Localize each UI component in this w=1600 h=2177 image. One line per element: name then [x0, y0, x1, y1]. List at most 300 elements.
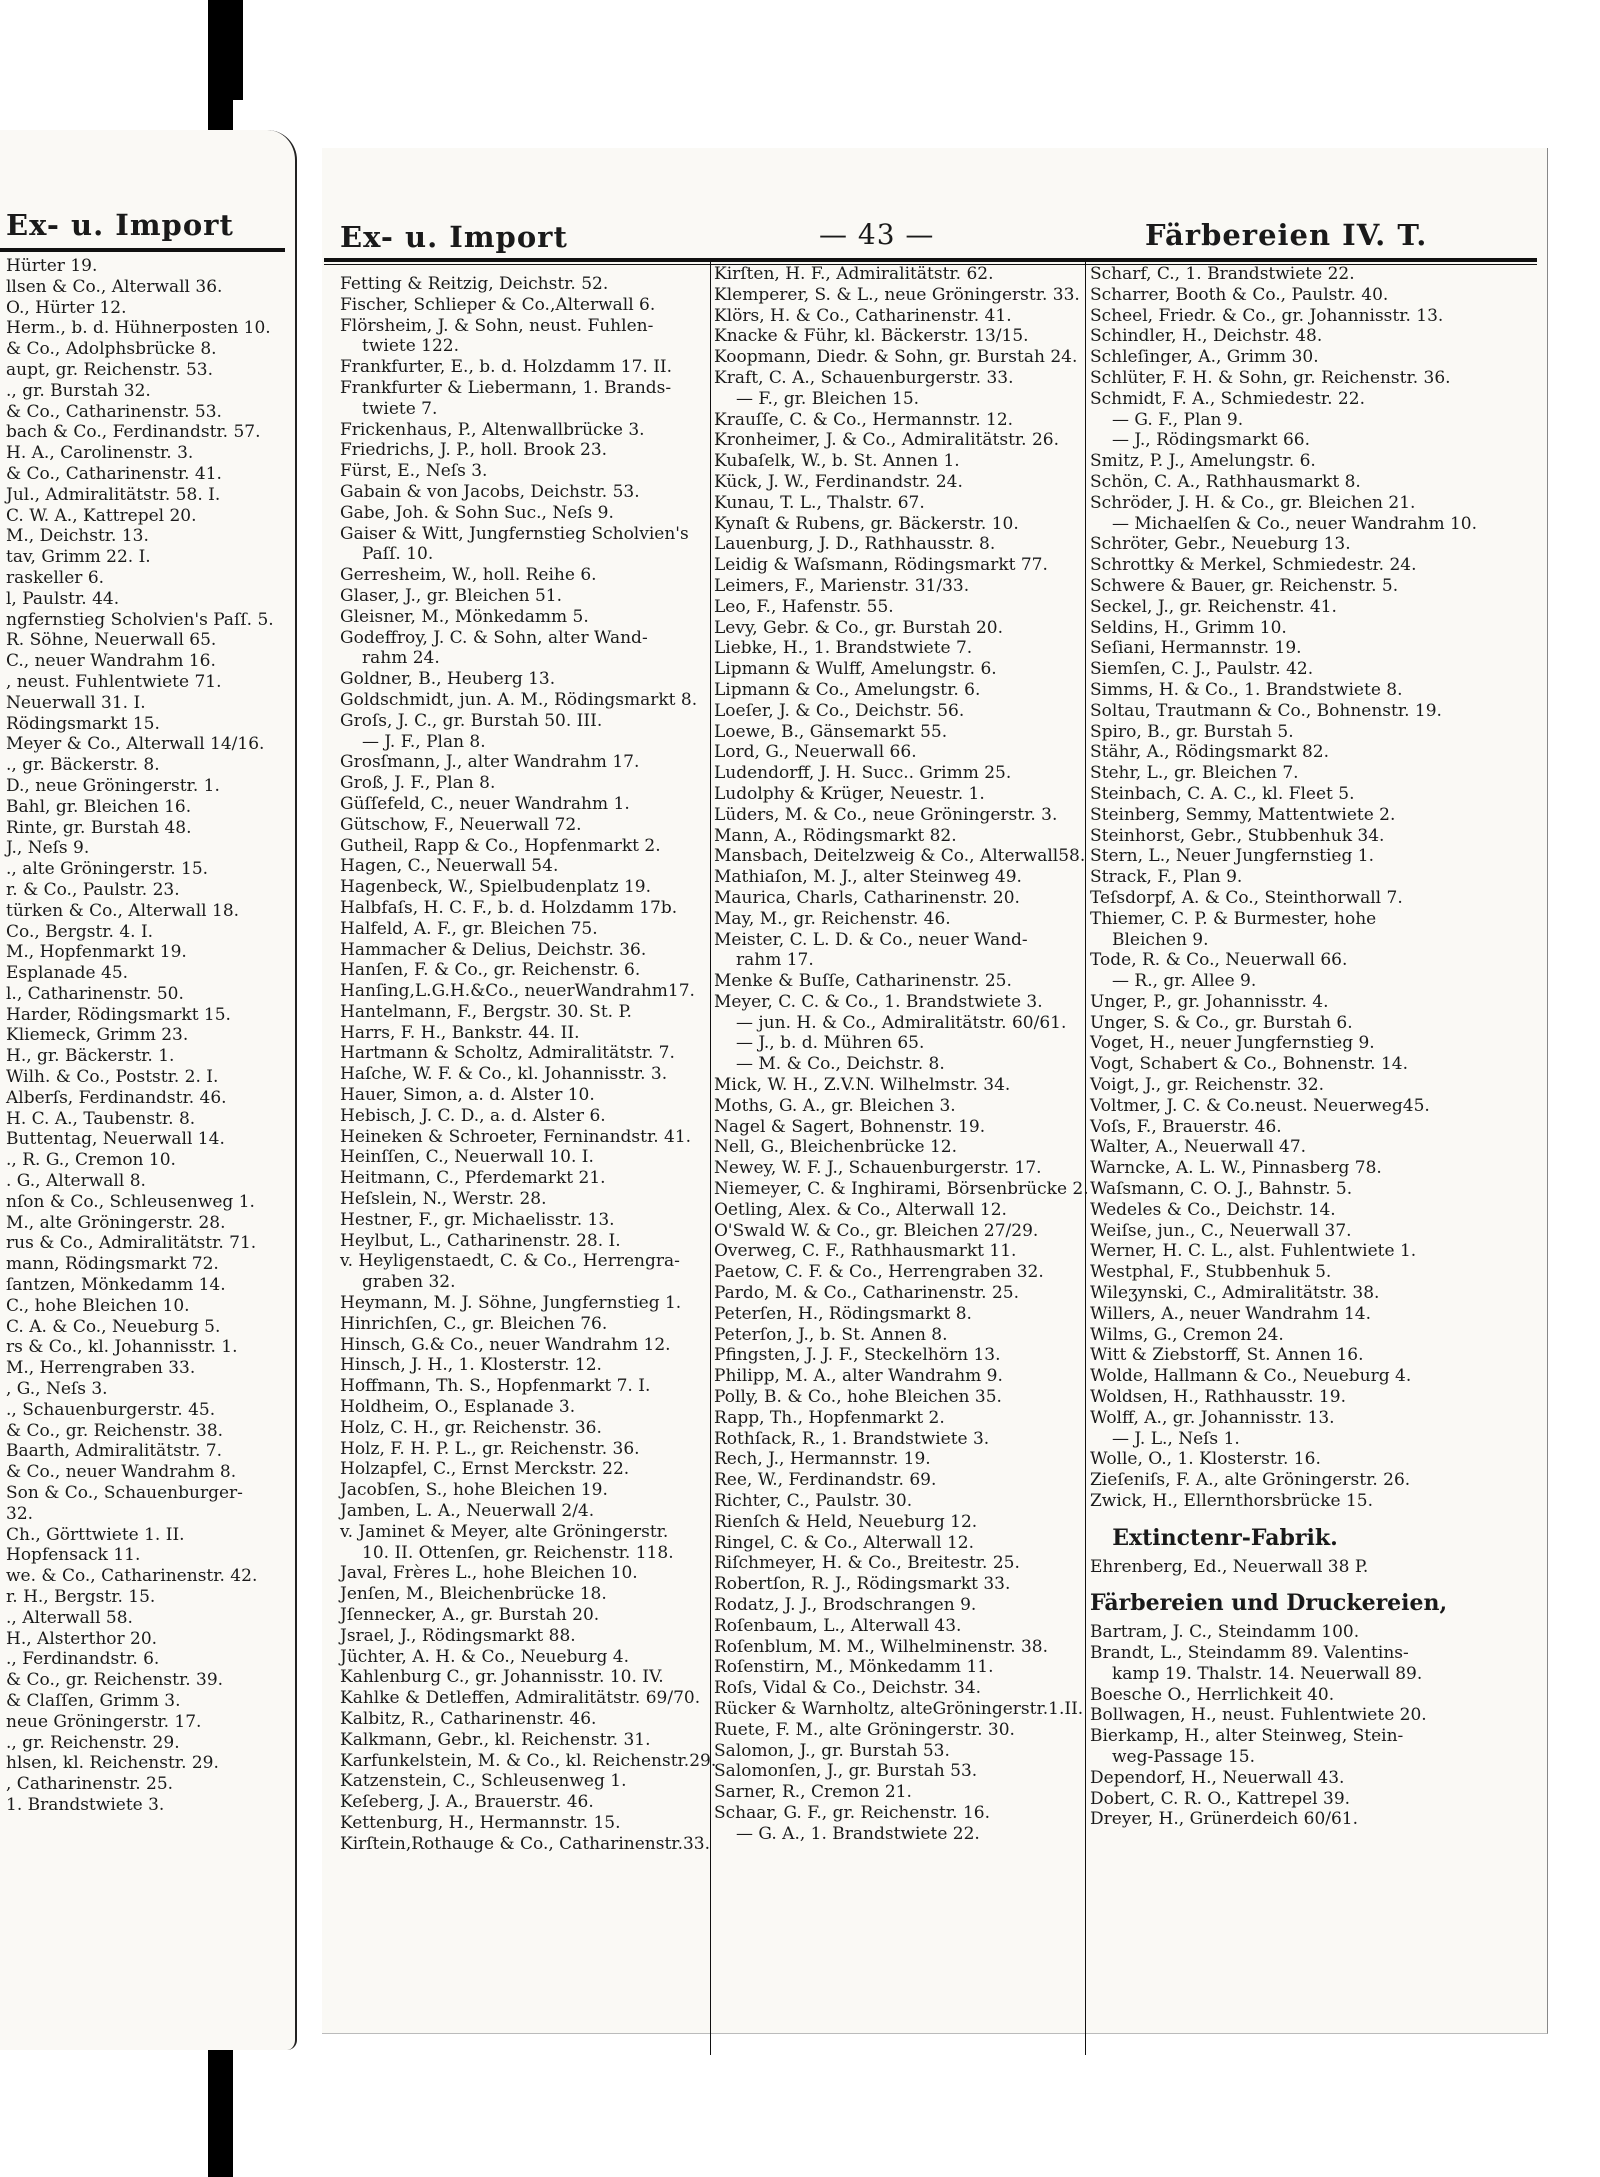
directory-entry: — J., Rödingsmarkt 66. [1112, 430, 1310, 451]
directory-entry: Robertſon, R. J., Rödingsmarkt 33. [714, 1574, 1011, 1595]
directory-entry: kamp 19. Thalstr. 14. Neuerwall 89. [1112, 1663, 1423, 1684]
directory-entry: Unger, S. & Co., gr. Burstah 6. [1090, 1012, 1353, 1033]
directory-entry: Kraft, C. A., Schauenburgerstr. 33. [714, 367, 1014, 388]
directory-entry: Roſenblum, M. M., Wilhelminenstr. 38. [714, 1636, 1049, 1657]
directory-entry: Hammacher & Delius, Deichstr. 36. [340, 939, 647, 960]
directory-entry: , Catharinenstr. 25. [6, 1774, 174, 1795]
directory-entry: Alberſs, Ferdinandstr. 46. [6, 1087, 227, 1108]
directory-entry: Kronheimer, J. & Co., Admiralitätstr. 26. [714, 430, 1060, 451]
directory-entry: Liebke, H., 1. Brandstwiete 7. [714, 638, 973, 659]
directory-entry: Zieſeniſs, F. A., alte Gröningerstr. 26. [1090, 1470, 1411, 1491]
directory-entry: weg-Passage 15. [1112, 1746, 1256, 1767]
directory-entry: tav, Grimm 22. I. [6, 547, 151, 568]
directory-entry: Goldschmidt, jun. A. M., Rödingsmarkt 8. [340, 689, 698, 710]
directory-entry: Groſs, J. C., gr. Burstah 50. III. [340, 710, 603, 731]
directory-entry: Keſeberg, J. A., Brauerstr. 46. [340, 1792, 594, 1813]
directory-entry: Woldsen, H., Rathhausstr. 19. [1090, 1387, 1346, 1408]
directory-entry: Stähr, A., Rödingsmarkt 82. [1090, 742, 1329, 763]
directory-entry: — J. L., Neſs 1. [1112, 1428, 1240, 1449]
directory-entry: & Co., Catharinenstr. 41. [6, 463, 222, 484]
directory-entry: Gabain & von Jacobs, Deichstr. 53. [340, 481, 640, 502]
directory-entry: Weiſse, jun., C., Neuerwall 37. [1090, 1220, 1352, 1241]
directory-entry: Friedrichs, J. P., holl. Brook 23. [340, 440, 608, 461]
directory-entry: Spiro, B., gr. Burstah 5. [1090, 721, 1294, 742]
directory-entry: Rothſack, R., 1. Brandstwiete 3. [714, 1428, 990, 1449]
column-2 [714, 264, 1089, 1845]
directory-entry: Heſslein, N., Werstr. 28. [340, 1189, 547, 1210]
directory-entry: Boesche O., Herrlichkeit 40. [1090, 1684, 1335, 1705]
directory-entry: Schaar, G. F., gr. Reichenstr. 16. [714, 1802, 990, 1823]
directory-entry: Schrottky & Merkel, Schmiedestr. 24. [1090, 555, 1417, 576]
directory-entry: Bartram, J. C., Steindamm 100. [1090, 1622, 1360, 1643]
directory-entry: Meyer, C. C. & Co., 1. Brandstwiete 3. [714, 991, 1043, 1012]
directory-entry: Seſiani, Hermannstr. 19. [1090, 638, 1302, 659]
directory-entry: Gütschow, F., Neuerwall 72. [340, 814, 582, 835]
directory-entry: Schlüter, F. H. & Sohn, gr. Reichenstr. 36. [1090, 367, 1451, 388]
directory-entry: Tode, R. & Co., Neuerwall 66. [1090, 950, 1348, 971]
directory-entry: Ehrenberg, Ed., Neuerwall 38 P. [1090, 1556, 1369, 1577]
directory-entry: Polly, B. & Co., hohe Bleichen 35. [714, 1387, 1002, 1408]
directory-entry: Philipp, M. A., alter Wandrahm 9. [714, 1366, 1003, 1387]
directory-entry: & Co., Catharinenstr. 53. [6, 401, 222, 422]
section-title-dye: Färbereien und Druckereien, [1090, 1590, 1448, 1617]
directory-entry: Ree, W., Ferdinandstr. 69. [714, 1470, 937, 1491]
directory-entry: Herm., b. d. Hühnerposten 10. [6, 318, 271, 339]
directory-entry: Scharrer, Booth & Co., Paulstr. 40. [1090, 284, 1389, 305]
directory-entry: Peterſon, J., b. St. Annen 8. [714, 1324, 948, 1345]
directory-entry: Unger, P., gr. Johannisstr. 4. [1090, 991, 1329, 1012]
directory-entry: Fürst, E., Neſs 3. [340, 461, 488, 482]
directory-entry: ., R. G., Cremon 10. [6, 1150, 176, 1171]
directory-entry: Rücker & Warnholtz, alteGröningerstr.1.II. [714, 1698, 1084, 1719]
directory-entry: Lipmann & Wulff, Amelungstr. 6. [714, 659, 997, 680]
directory-entry: Lauenburg, J. D., Rathhausstr. 8. [714, 534, 996, 555]
directory-entry: . G., Alterwall 8. [6, 1171, 146, 1192]
directory-entry: Mathiaſon, M. J., alter Steinweg 49. [714, 867, 1022, 888]
directory-entry: M., Hopfenmarkt 19. [6, 942, 187, 963]
directory-entry: Voltmer, J. C. & Co.neust. Neuerweg45. [1090, 1095, 1430, 1116]
directory-entry: Kliemeck, Grimm 23. [6, 1025, 189, 1046]
directory-entry: rus & Co., Admiralitätstr. 71. [6, 1233, 257, 1254]
directory-entry: — J., b. d. Mühren 65. [736, 1033, 925, 1054]
directory-entry: Kück, J. W., Ferdinandstr. 24. [714, 471, 963, 492]
directory-entry: Holzapfel, C., Ernst Merckstr. 22. [340, 1459, 630, 1480]
column-3 [1090, 264, 1478, 1830]
directory-entry: Mick, W. H., Z.V.N. Wilhelmstr. 34. [714, 1075, 1011, 1096]
directory-entry: Hestner, F., gr. Michaelisstr. 13. [340, 1209, 615, 1230]
directory-entry: Wilms, G., Cremon 24. [1090, 1324, 1284, 1345]
directory-entry: l, Paulstr. 44. [6, 588, 120, 609]
directory-entry: Vogt, Schabert & Co., Bohnenstr. 14. [1090, 1054, 1409, 1075]
directory-entry: Rapp, Th., Hopfenmarkt 2. [714, 1407, 945, 1428]
directory-entry: Karfunkelstein, M. & Co., kl. Reichenstr.29. [340, 1750, 717, 1771]
directory-entry: Kalbitz, R., Catharinenstr. 46. [340, 1708, 597, 1729]
directory-entry: mann, Rödingsmarkt 72. [6, 1254, 219, 1275]
directory-entry: Ringel, C. & Co., Alterwall 12. [714, 1532, 975, 1553]
directory-entry: ., gr. Bäckerstr. 8. [6, 755, 160, 776]
directory-entry: graben 32. [362, 1272, 456, 1293]
directory-entry: Hanſing,L.G.H.&Co., neuerWandrahm17. [340, 981, 695, 1002]
directory-entry: — Michaelſen & Co., neuer Wandrahm 10. [1112, 513, 1478, 534]
directory-entry: — M. & Co., Deichstr. 8. [736, 1054, 945, 1075]
directory-entry: Niemeyer, C. & Inghirami, Börsenbrücke 2. [714, 1179, 1089, 1200]
directory-entry: Rödingsmarkt 15. [6, 713, 160, 734]
directory-entry: H. A., Carolinenstr. 3. [6, 443, 194, 464]
directory-entry: Rech, J., Hermannstr. 19. [714, 1449, 931, 1470]
directory-entry: R. Söhne, Neuerwall 65. [6, 630, 217, 651]
directory-entry: Steinberg, Semmy, Mattentwiete 2. [1090, 804, 1396, 825]
directory-entry: Gerresheim, W., holl. Reihe 6. [340, 565, 597, 586]
directory-entry: Heylbut, L., Catharinenstr. 28. I. [340, 1230, 621, 1251]
directory-entry: Fetting & Reitzig, Deichstr. 52. [340, 274, 609, 294]
directory-entry: Kynaſt & Rubens, gr. Bäckerstr. 10. [714, 513, 1019, 534]
directory-entry: twiete 122. [362, 336, 460, 357]
directory-entry: Peterſen, H., Rödingsmarkt 8. [714, 1303, 972, 1324]
directory-entry: — G. A., 1. Brandstwiete 22. [736, 1823, 980, 1844]
directory-entry: Dreyer, H., Grünerdeich 60/61. [1090, 1809, 1359, 1830]
directory-entry: Stehr, L., gr. Bleichen 7. [1090, 763, 1299, 784]
directory-entry: Waſsmann, C. O. J., Bahnstr. 5. [1090, 1179, 1353, 1200]
page-header-right: Färbereien IV. T. [1145, 218, 1428, 252]
directory-entry: Flörsheim, J. & Sohn, neust. Fuhlen- [340, 315, 654, 336]
page-header-left: Ex- u. Import [340, 220, 568, 254]
directory-entry: Oetling, Alex. & Co., Alterwall 12. [714, 1199, 1007, 1220]
directory-entry: Jacobſen, S., hohe Bleichen 19. [340, 1480, 608, 1501]
directory-entry: raskeller 6. [6, 567, 105, 588]
directory-entry: twiete 7. [362, 398, 438, 419]
directory-entry: — J. F., Plan 8. [362, 731, 486, 752]
directory-entry: Harder, Rödingsmarkt 15. [6, 1004, 231, 1025]
directory-entry: O., Hürter 12. [6, 297, 127, 318]
directory-entry: r. H., Bergstr. 15. [6, 1587, 156, 1607]
directory-entry: v. Heyligenstaedt, C. & Co., Herrengra- [340, 1251, 680, 1272]
directory-entry: Kunau, T. L., Thalstr. 67. [714, 492, 925, 513]
directory-entry: Loewe, B., Gänsemarkt 55. [714, 721, 948, 742]
directory-entry: Schön, C. A., Rathhausmarkt 8. [1090, 471, 1361, 492]
directory-entry: O'Swald W. & Co., gr. Bleichen 27/29. [714, 1220, 1039, 1241]
directory-entry: — jun. H. & Co., Admiralitätstr. 60/61. [736, 1012, 1067, 1033]
directory-entry: Wileʒynski, C., Admiralitätstr. 38. [1090, 1283, 1380, 1304]
directory-entry: Lord, G., Neuerwall 66. [714, 742, 917, 763]
directory-entry: Loeſer, J. & Co., Deichstr. 56. [714, 700, 965, 721]
directory-entry: Dependorf, H., Neuerwall 43. [1090, 1767, 1345, 1788]
directory-entry: Holz, C. H., gr. Reichenstr. 36. [340, 1417, 602, 1438]
directory-entry: Hürter 19. [6, 256, 98, 276]
directory-entry: & Co., neuer Wandrahm 8. [6, 1462, 237, 1483]
directory-entry: Baarth, Admiralitätstr. 7. [6, 1441, 222, 1462]
directory-entry: v. Jaminet & Meyer, alte Gröningerstr. [340, 1521, 669, 1542]
directory-entry: Richter, C., Paulstr. 30. [714, 1491, 913, 1512]
directory-entry: Roſenstirn, M., Mönkedamm 11. [714, 1657, 994, 1678]
directory-entry: Knacke & Führ, kl. Bäckerstr. 13/15. [714, 326, 1029, 347]
directory-entry: Salomonſen, J., gr. Burstah 53. [714, 1761, 978, 1782]
directory-entry: C., neuer Wandrahm 16. [6, 651, 216, 672]
directory-entry: Jenſen, M., Bleichenbrücke 18. [340, 1584, 607, 1605]
directory-entry: Kahlenburg C., gr. Johannisstr. 10. IV. [340, 1667, 664, 1688]
directory-entry: Walter, A., Neuerwall 47. [1090, 1137, 1307, 1158]
directory-entry: Klemperer, S. & L., neue Gröningerstr. 33. [714, 284, 1080, 305]
directory-entry: Mann, A., Rödingsmarkt 82. [714, 825, 957, 846]
left-page [0, 130, 297, 2050]
directory-entry: Glaser, J., gr. Bleichen 51. [340, 585, 563, 606]
directory-entry: Hanſen, F. & Co., gr. Reichenstr. 6. [340, 960, 641, 981]
directory-entry: Schröter, Gebr., Neueburg 13. [1090, 534, 1351, 555]
directory-entry: neue Gröningerstr. 17. [6, 1711, 202, 1732]
directory-entry: Ludendorff, J. H. Succ.. Grimm 25. [714, 763, 1012, 784]
directory-entry: Hopfensack 11. [6, 1545, 141, 1566]
directory-entry: Nagel & Sagert, Bohnenstr. 19. [714, 1116, 986, 1137]
directory-entry: we. & Co., Catharinenstr. 42. [6, 1566, 258, 1587]
directory-entry: Halbfaſs, H. C. F., b. d. Holzdamm 17b. [340, 897, 678, 918]
directory-entry: ſantzen, Mönkedamm 14. [6, 1275, 226, 1296]
directory-entry: Schröder, J. H. & Co., gr. Bleichen 21. [1090, 492, 1416, 513]
directory-entry: Voigt, J., gr. Reichenstr. 32. [1090, 1075, 1324, 1096]
column-3-entries [1090, 264, 1478, 1512]
directory-entry: Wolff, A., gr. Johannisstr. 13. [1090, 1407, 1335, 1428]
directory-entry: Zwick, H., Ellernthorsbrücke 15. [1090, 1491, 1374, 1512]
directory-entry: Rinte, gr. Burstah 48. [6, 817, 192, 838]
directory-entry: ., gr. Reichenstr. 29. [6, 1732, 180, 1753]
directory-entry: Bollwagen, H., neust. Fuhlentwiete 20. [1090, 1705, 1427, 1726]
directory-entry: Schmidt, F. A., Schmiedestr. 22. [1090, 388, 1365, 409]
directory-entry: Voſs, F., Brauerstr. 46. [1090, 1116, 1282, 1137]
directory-entry: Menke & Buſſe, Catharinenstr. 25. [714, 971, 1012, 992]
directory-entry: Leo, F., Hafenstr. 55. [714, 596, 894, 617]
left-page-header: Ex- u. Import [6, 208, 234, 242]
directory-entry: Steinbach, C. A. C., kl. Fleet 5. [1090, 783, 1355, 804]
scan-binding-shadow-top [208, 0, 243, 100]
directory-entry: Heinſſen, C., Neuerwall 10. I. [340, 1147, 594, 1168]
directory-entry: Voget, H., neuer Jungfernstieg 9. [1090, 1033, 1375, 1054]
directory-entry: Goldner, B., Heuberg 13. [340, 669, 556, 690]
directory-entry: ., Alterwall 58. [6, 1607, 133, 1628]
directory-entry: Groß, J. F., Plan 8. [340, 773, 496, 794]
directory-entry: Hauer, Simon, a. d. Alster 10. [340, 1085, 595, 1106]
section-title-extinct: Extinctenr-Fabrik. [1112, 1524, 1338, 1551]
directory-entry: Nell, G., Bleichenbrücke 12. [714, 1137, 957, 1158]
right-page [322, 148, 1548, 2034]
directory-entry: Strack, F., Plan 9. [1090, 867, 1243, 888]
directory-entry: May, M., gr. Reichenstr. 46. [714, 908, 951, 929]
directory-entry: Soltau, Trautmann & Co., Bohnenstr. 19. [1090, 700, 1442, 721]
directory-entry: Pardo, M. & Co., Catharinenstr. 25. [714, 1283, 1020, 1304]
directory-entry: Sarner, R., Cremon 21. [714, 1782, 912, 1803]
directory-entry: Halfeld, A. F., gr. Bleichen 75. [340, 918, 598, 939]
directory-entry: Schindler, H., Deichstr. 48. [1090, 326, 1323, 347]
directory-entry: & Co., Adolphsbrücke 8. [6, 339, 217, 360]
directory-entry: Westphal, F., Stubbenhuk 5. [1090, 1262, 1332, 1283]
directory-entry: Rienſch & Held, Neueburg 12. [714, 1511, 978, 1532]
directory-entry: rahm 24. [362, 648, 440, 669]
directory-entry: Frickenhaus, P., Altenwallbrücke 3. [340, 419, 645, 440]
directory-entry: Jamben, L. A., Neuerwall 2/4. [340, 1501, 595, 1522]
directory-entry: Dobert, C. R. O., Kattrepel 39. [1090, 1788, 1351, 1809]
directory-entry: Katzenstein, C., Schleusenweg 1. [340, 1771, 627, 1792]
directory-entry: , neust. Fuhlentwiete 71. [6, 671, 222, 692]
directory-entry: M., Deichstr. 13. [6, 526, 149, 547]
directory-entry: Steinhorst, Gebr., Stubbenhuk 34. [1090, 825, 1385, 846]
directory-entry: Koopmann, Diedr. & Sohn, gr. Burstah 24. [714, 347, 1078, 368]
directory-entry: Neuerwall 31. I. [6, 692, 146, 713]
directory-entry: Heitmann, C., Pferdemarkt 21. [340, 1168, 606, 1189]
directory-entry: Scharf, C., 1. Brandstwiete 22. [1090, 264, 1355, 284]
directory-entry: Buttentag, Neuerwall 14. [6, 1129, 225, 1150]
directory-entry: Thiemer, C. P. & Burmester, hohe [1090, 908, 1377, 929]
directory-entry: Co., Bergstr. 4. I. [6, 921, 154, 942]
directory-entry: Hoffmann, Th. S., Hopfenmarkt 7. I. [340, 1376, 651, 1397]
directory-entry: l., Catharinenstr. 50. [6, 983, 184, 1004]
directory-entry: Frankfurter, E., b. d. Holzdamm 17. II. [340, 357, 673, 378]
directory-entry: llsen & Co., Alterwall 36. [6, 276, 223, 297]
directory-entry: Simms, H. & Co., 1. Brandstwiete 8. [1090, 679, 1403, 700]
directory-entry: Ch., Görttwiete 1. II. [6, 1524, 185, 1545]
directory-entry: Fischer, Schlieper & Co.,Alterwall 6. [340, 294, 656, 315]
directory-entry: Holdheim, O., Esplanade 3. [340, 1397, 576, 1418]
directory-entry: aupt, gr. Reichenstr. 53. [6, 359, 213, 380]
directory-entry: D., neue Gröningerstr. 1. [6, 775, 220, 796]
left-header-rule [0, 248, 285, 252]
directory-entry: H., gr. Bäckerstr. 1. [6, 1046, 175, 1067]
directory-entry: Kubaſelk, W., b. St. Annen 1. [714, 451, 960, 472]
directory-entry: Wilh. & Co., Poststr. 2. I. [6, 1067, 219, 1088]
directory-entry: Godeffroy, J. C. & Sohn, alter Wand- [340, 627, 648, 648]
directory-entry: — F., gr. Bleichen 15. [736, 388, 920, 409]
directory-entry: Schwere & Bauer, gr. Reichenstr. 5. [1090, 575, 1399, 596]
directory-entry: H., Alsterthor 20. [6, 1628, 158, 1649]
directory-entry: Wedeles & Co., Deichstr. 14. [1090, 1199, 1336, 1220]
directory-entry: C., hohe Bleichen 10. [6, 1295, 190, 1316]
directory-entry: Hinsch, G.& Co., neuer Wandrahm 12. [340, 1334, 671, 1355]
directory-entry: Jüchter, A. H. & Co., Neueburg 4. [340, 1646, 630, 1667]
directory-entry: Newey, W. F. J., Schauenburgerstr. 17. [714, 1158, 1042, 1179]
directory-entry: Paſſ. 10. [362, 544, 434, 565]
directory-entry: M., alte Gröningerstr. 28. [6, 1212, 226, 1233]
directory-entry: Hantelmann, F., Bergstr. 30. St. P. [340, 1001, 632, 1022]
directory-entry: Esplanade 45. [6, 963, 129, 984]
directory-entry: Jul., Admiralitätstr. 58. I. [6, 484, 221, 505]
directory-entry: , G., Neſs 3. [6, 1379, 108, 1400]
directory-entry: Leimers, F., Marienstr. 31/33. [714, 575, 970, 596]
directory-entry: Jſennecker, A., gr. Burstah 20. [340, 1605, 600, 1625]
directory-entry: Bierkamp, H., alter Steinweg, Stein- [1090, 1726, 1404, 1747]
directory-entry: Hebisch, J. C. D., a. d. Alster 6. [340, 1105, 606, 1126]
directory-entry: Kahlke & Detleffen, Admiralitätstr. 69/70. [340, 1688, 701, 1709]
directory-entry: ngfernstieg Scholvien's Paſſ. 5. [6, 609, 274, 630]
directory-entry: Harrs, F. H., Bankstr. 44. II. [340, 1022, 580, 1043]
directory-entry: Scheel, Friedr. & Co., gr. Johannisstr. 13. [1090, 305, 1444, 326]
directory-entry: Hagenbeck, W., Spielbudenplatz 19. [340, 877, 652, 898]
directory-entry: Kalkmann, Gebr., kl. Reichenstr. 31. [340, 1729, 651, 1750]
directory-entry: bach & Co., Ferdinandstr. 57. [6, 422, 261, 443]
directory-entry: Warncke, A. L. W., Pinnasberg 78. [1090, 1158, 1382, 1179]
directory-entry: Wolle, O., 1. Klosterstr. 16. [1090, 1449, 1321, 1470]
directory-entry: Leidig & Waſsmann, Rödingsmarkt 77. [714, 555, 1048, 576]
directory-entry: nſon & Co., Schleusenweg 1. [6, 1191, 255, 1212]
directory-entry: hlsen, kl. Reichenstr. 29. [6, 1753, 219, 1774]
directory-entry: Frankfurter & Liebermann, 1. Brands- [340, 377, 672, 398]
directory-entry: Roſenbaum, L., Alterwall 43. [714, 1615, 962, 1636]
directory-entry: Ruete, F. M., alte Gröningerstr. 30. [714, 1719, 1015, 1740]
header-rule [324, 258, 1537, 262]
directory-entry: rs & Co., kl. Johannisstr. 1. [6, 1337, 238, 1358]
directory-entry: 32. [6, 1503, 34, 1524]
directory-entry: türken & Co., Alterwall 18. [6, 900, 240, 921]
directory-entry: 1. Brandstwiete 3. [6, 1794, 165, 1815]
directory-entry: Son & Co., Schauenburger- [6, 1483, 243, 1504]
directory-entry: — R., gr. Allee 9. [1112, 971, 1257, 992]
directory-entry: Haſche, W. F. & Co., kl. Johannisstr. 3. [340, 1064, 668, 1085]
directory-entry: Hagen, C., Neuerwall 54. [340, 856, 559, 877]
directory-entry: — G. F., Plan 9. [1112, 409, 1244, 430]
directory-entry: ., alte Gröningerstr. 15. [6, 859, 209, 880]
directory-entry: ., gr. Burstah 32. [6, 380, 151, 401]
column-1 [340, 274, 717, 1855]
directory-entry: Roſs, Vidal & Co., Deichstr. 34. [714, 1678, 982, 1699]
directory-entry: Lipmann & Co., Amelungstr. 6. [714, 679, 981, 700]
directory-entry: Javal, Frères L., hohe Bleichen 10. [340, 1563, 638, 1584]
directory-entry: Willers, A., neuer Wandrahm 14. [1090, 1303, 1371, 1324]
directory-entry: Gabe, Joh. & Sohn Suc., Neſs 9. [340, 502, 614, 523]
directory-entry: Grosſmann, J., alter Wandrahm 17. [340, 752, 640, 773]
directory-entry: Krauſſe, C. & Co., Hermannstr. 12. [714, 409, 1014, 430]
directory-entry: Werner, H. C. L., alst. Fuhlentwiete 1. [1090, 1241, 1417, 1262]
directory-entry: Heineken & Schroeter, Ferninandstr. 41. [340, 1126, 692, 1147]
directory-entry: r. & Co., Paulstr. 23. [6, 879, 180, 900]
directory-entry: Seldins, H., Grimm 10. [1090, 617, 1287, 638]
directory-entry: Klörs, H. & Co., Catharinenstr. 41. [714, 305, 1012, 326]
directory-entry: Witt & Ziebstorff, St. Annen 16. [1090, 1345, 1364, 1366]
directory-entry: Smitz, P. J., Amelungstr. 6. [1090, 451, 1316, 472]
directory-entry: Kirſtein,Rothauge & Co., Catharinenstr.33. [340, 1833, 711, 1854]
directory-entry: Riſchmeyer, H. & Co., Breitestr. 25. [714, 1553, 1020, 1574]
page-number: — 43 — [819, 218, 935, 251]
directory-entry: Kirſten, H. F., Admiralitätstr. 62. [714, 264, 994, 284]
directory-entry: Kettenburg, H., Hermannstr. 15. [340, 1812, 621, 1833]
directory-entry: Meister, C. L. D. & Co., neuer Wand- [714, 929, 1028, 950]
directory-entry: Wolde, Hallmann & Co., Neueburg 4. [1090, 1366, 1412, 1387]
directory-entry: C. A. & Co., Neueburg 5. [6, 1316, 221, 1337]
directory-entry: Schleſinger, A., Grimm 30. [1090, 347, 1319, 368]
directory-entry: Jsrael, J., Rödingsmarkt 88. [340, 1625, 576, 1646]
directory-entry: 10. II. Ottenſen, gr. Reichenstr. 118. [362, 1542, 674, 1563]
directory-entry: Brandt, L., Steindamm 89. Valentins- [1090, 1643, 1409, 1663]
section-extinct-entries [1090, 1556, 1369, 1578]
directory-entry: Gutheil, Rapp & Co., Hopfenmarkt 2. [340, 835, 661, 856]
directory-entry: Overweg, C. F., Rathhausmarkt 11. [714, 1241, 1017, 1262]
directory-entry: C. W. A., Kattrepel 20. [6, 505, 197, 526]
directory-entry: Stern, L., Neuer Jungfernstieg 1. [1090, 846, 1374, 867]
directory-entry: Paetow, C. F. & Co., Herrengraben 32. [714, 1262, 1044, 1283]
directory-entry: Ludolphy & Krüger, Neuestr. 1. [714, 783, 985, 804]
left-page-column [6, 256, 286, 1816]
directory-entry: Gaiser & Witt, Jungfernstieg Scholvien's [340, 523, 689, 544]
directory-entry: Bleichen 9. [1112, 929, 1209, 950]
directory-entry: & Claſſen, Grimm 3. [6, 1690, 181, 1711]
directory-entry: Rodatz, J. J., Brodschrangen 9. [714, 1595, 977, 1615]
directory-entry: Lüders, M. & Co., neue Gröningerstr. 3. [714, 804, 1058, 825]
directory-entry: & Co., gr. Reichenstr. 38. [6, 1420, 224, 1441]
directory-entry: Seckel, J., gr. Reichenstr. 41. [1090, 596, 1337, 617]
directory-entry: rahm 17. [736, 950, 814, 971]
directory-entry: Heymann, M. J. Söhne, Jungfernstieg 1. [340, 1293, 682, 1314]
directory-entry: Bahl, gr. Bleichen 16. [6, 796, 192, 817]
directory-entry: Teſsdorpf, A. & Co., Steinthorwall 7. [1090, 887, 1403, 908]
directory-entry: Levy, Gebr. & Co., gr. Burstah 20. [714, 617, 1003, 638]
directory-entry: Maurica, Charls, Catharinenstr. 20. [714, 887, 1020, 908]
directory-entry: Moths, G. A., gr. Bleichen 3. [714, 1095, 956, 1116]
directory-entry: J., Neſs 9. [6, 838, 90, 859]
directory-entry: Holz, F. H. P. L., gr. Reichenstr. 36. [340, 1438, 640, 1459]
